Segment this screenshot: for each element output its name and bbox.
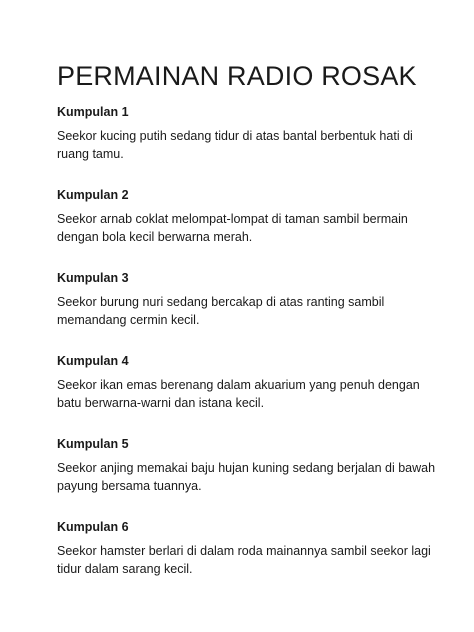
group-2	[57, 187, 437, 246]
group-heading: Kumpulan 6	[57, 520, 129, 534]
group-4	[57, 353, 437, 412]
group-text: Seekor ikan emas berenang dalam akuarium yang penuh dengan batu berwarna-warni dan istana kecil.	[57, 378, 420, 410]
group-1	[57, 104, 437, 163]
group-heading: Kumpulan 3	[57, 271, 129, 285]
document-page	[57, 60, 437, 602]
group-5	[57, 436, 437, 495]
group-heading: Kumpulan 1	[57, 105, 129, 119]
group-text: Seekor anjing memakai baju hujan kuning sedang berjalan di bawah payung bersama tuannya.	[57, 461, 436, 493]
group-text: Seekor burung nuri sedang bercakap di atas ranting sambil memandang cermin kecil.	[57, 295, 385, 327]
group-6	[57, 519, 437, 578]
group-heading: Kumpulan 5	[57, 437, 129, 451]
group-text: Seekor hamster berlari di dalam roda mainannya sambil seekor lagi tidur dalam sarang kecil.	[57, 544, 431, 576]
group-3	[57, 270, 437, 329]
group-heading: Kumpulan 4	[57, 354, 129, 368]
group-text: Seekor kucing putih sedang tidur di atas bantal berbentuk hati di ruang tamu.	[57, 129, 413, 161]
group-text: Seekor arnab coklat melompat-lompat di taman sambil bermain dengan bola kecil berwarna merah.	[57, 212, 408, 244]
group-heading: Kumpulan 2	[57, 188, 129, 202]
page-title: PERMAINAN RADIO ROSAK	[57, 61, 417, 91]
